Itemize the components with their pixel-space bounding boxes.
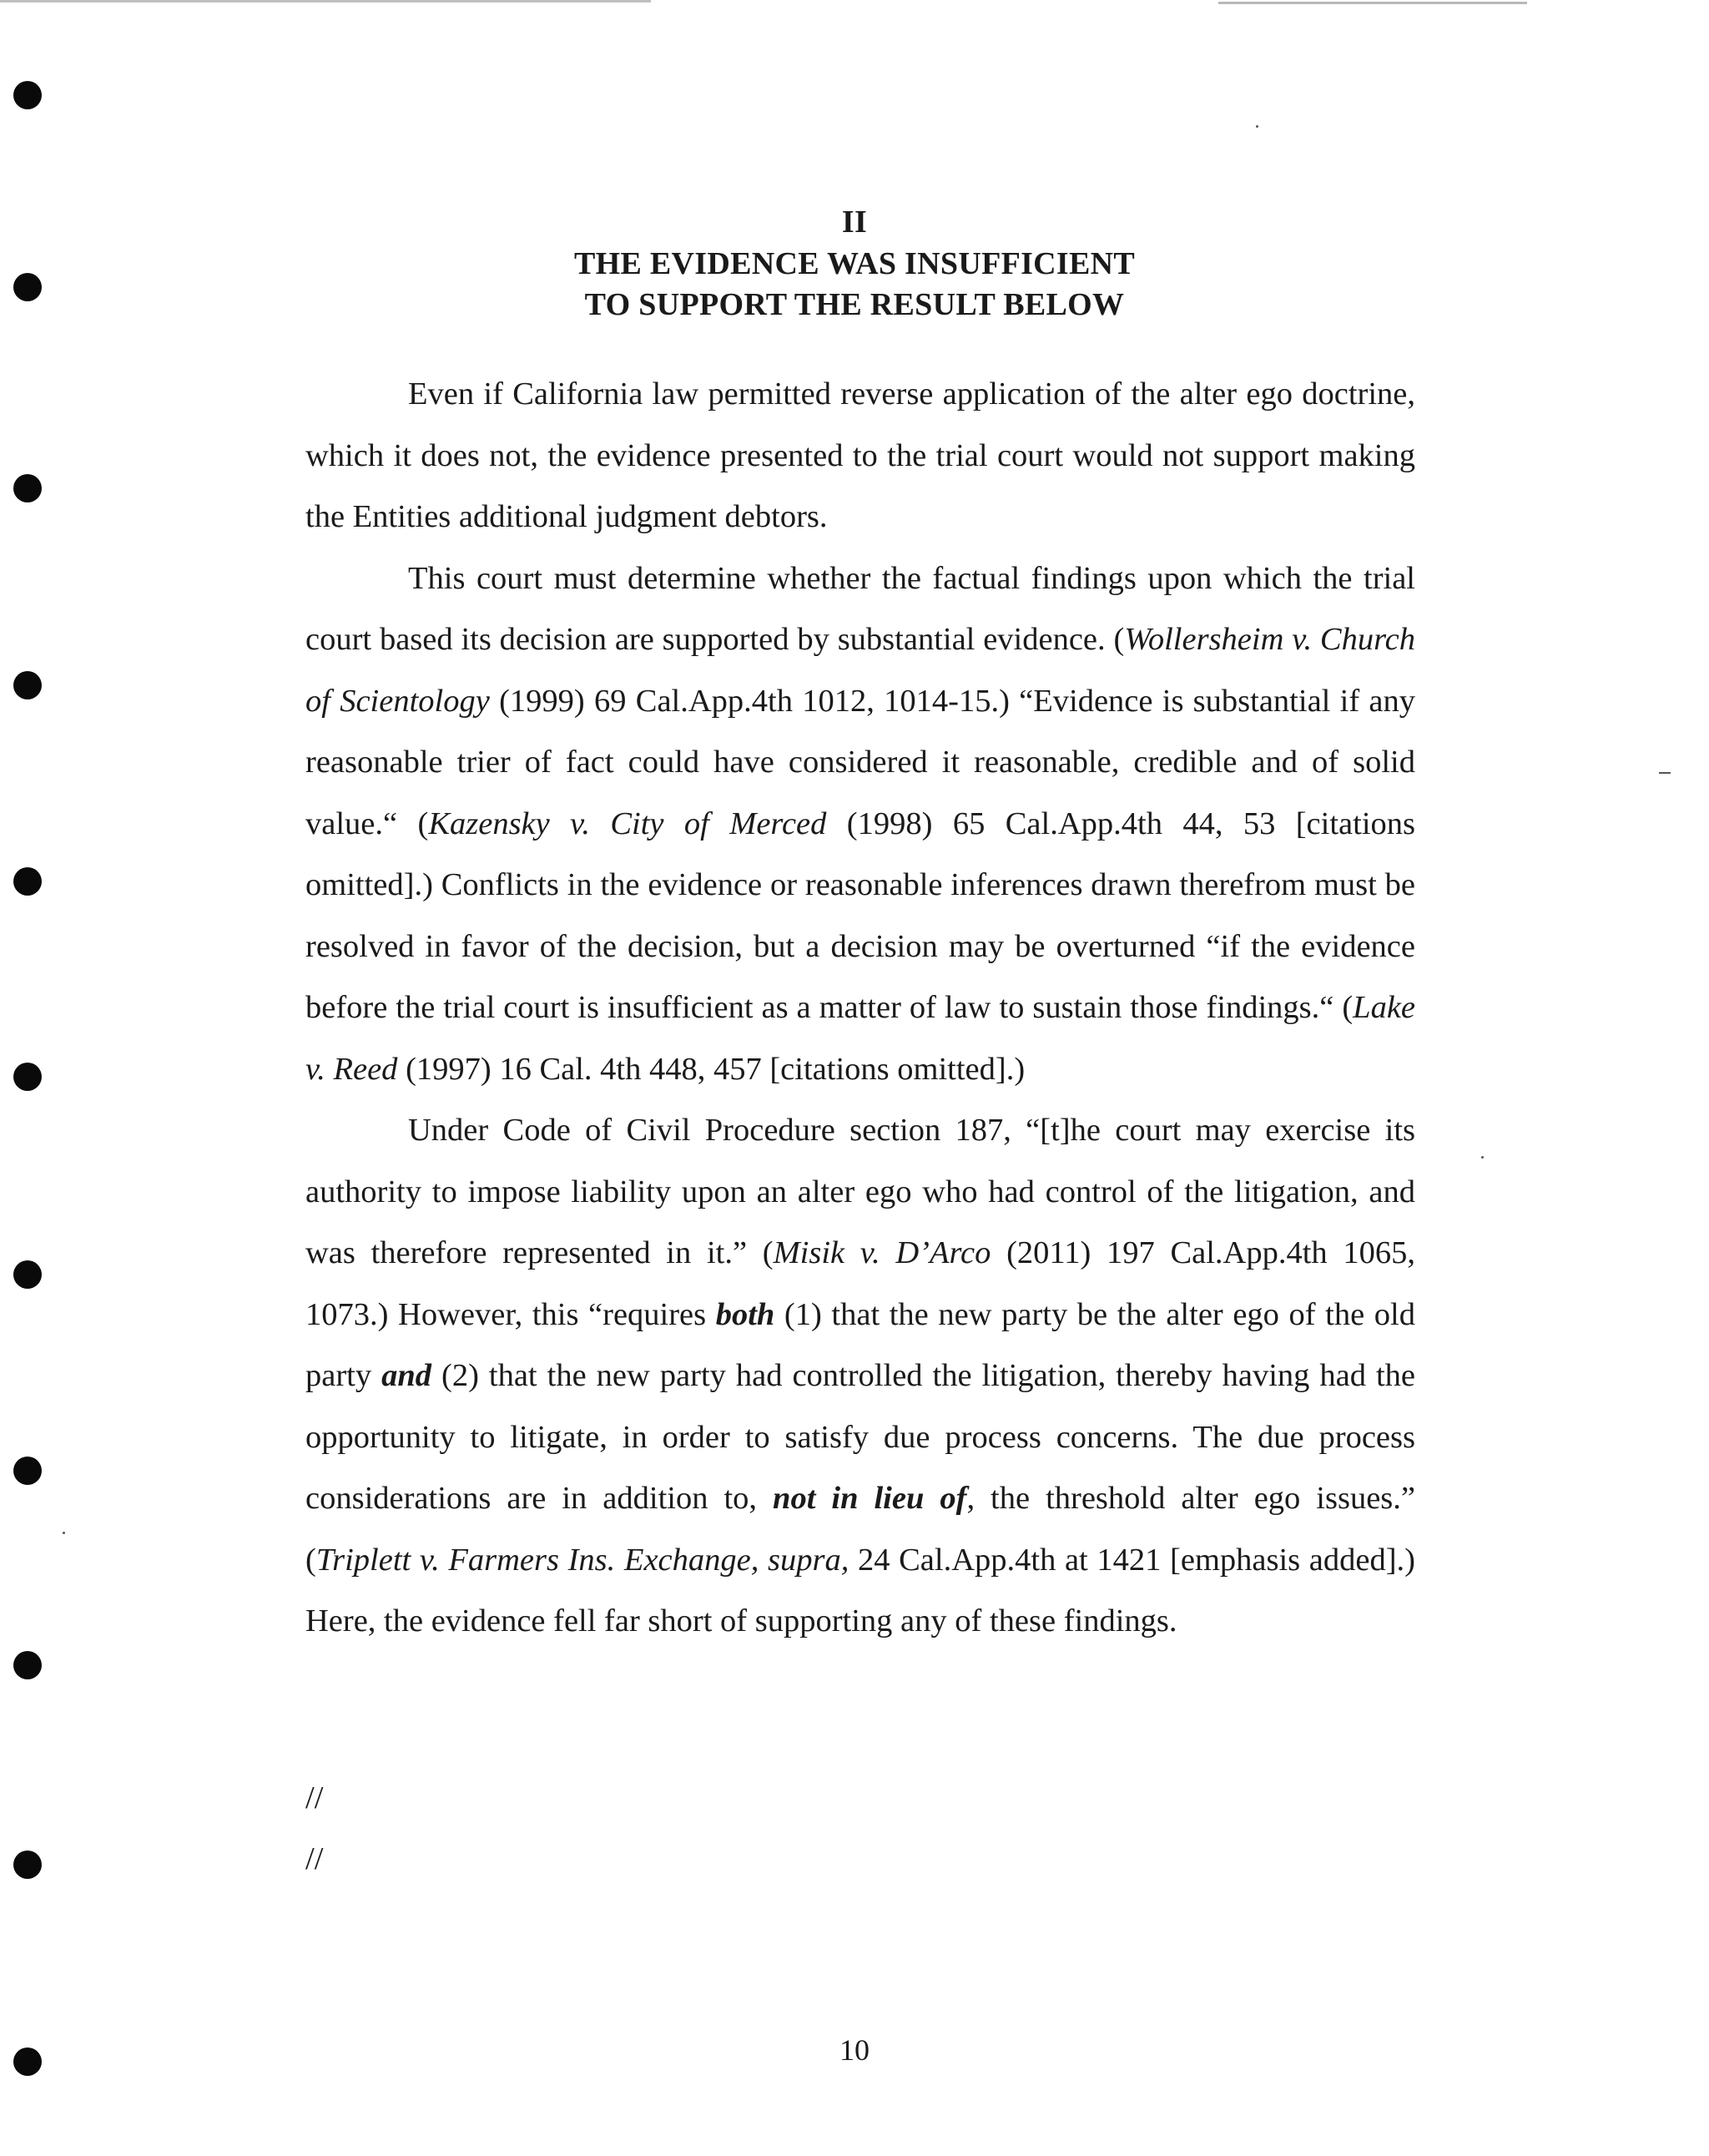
punch-hole — [13, 1457, 42, 1485]
section-title-line-2: TO SUPPORT THE RESULT BELOW — [584, 287, 1125, 322]
brief-body — [305, 364, 1415, 1653]
punch-hole — [13, 474, 42, 502]
section-title-line-1: THE EVIDENCE WAS INSUFFICIENT — [573, 246, 1136, 281]
paragraph-text: (2) that the new party had controlled the litigation, thereby having had the opportunity to litigate, in order to satisfy due process concerns. The due process considerations are in addition to, — [305, 1358, 1416, 1516]
emphasis: and — [381, 1358, 432, 1393]
scan-speck — [63, 1532, 65, 1534]
continuation-slashes: // — [305, 1780, 324, 1815]
punch-hole — [13, 1260, 42, 1289]
punch-hole — [13, 867, 42, 896]
page-number: 10 — [839, 2033, 870, 2067]
paragraph — [305, 548, 1415, 1101]
punch-hole — [13, 1651, 42, 1679]
paragraph — [305, 1100, 1415, 1653]
punch-hole — [13, 81, 42, 109]
paragraph-text: 24 Cal.App.4th at 1421 [emphasis added].) Here, the evidence fell far short of supporting any of these findings. — [305, 1542, 1415, 1638]
case-citation: Triplett v. Farmers Ins. Exchange, supra, — [315, 1542, 849, 1578]
paragraph-text: (1) that the new party be the alter ego of the old party — [305, 1296, 1415, 1393]
paragraph-text: This court must determine whether the factual findings upon which the trial court based its decision are supported by substantial evidence. ( — [305, 560, 1415, 657]
continuation-slashes: // — [305, 1841, 324, 1876]
paragraph-text: Under Code of Civil Procedure section 187, “[t]he court may exercise its authority to impose liability upon an alter ego who had control of the litigation, and was therefore represented in it.” ( — [305, 1113, 1415, 1270]
paragraph-text: (1998) 65 Cal.App.4th 44, 53 [citations omitted].) Conflicts in the evidence or reasonable inferences drawn therefrom must be resolved in favor of the decision, but a decision may be overturned “if the evidence before the trial court is insufficient as a matter of law to sustain those findings.“ ( — [305, 805, 1416, 1025]
paragraph-text: Even if California law permitted reverse application of the alter ego doctrine, which it does not, the evidence presented to the trial court would not support making the Entities additional judgment debtors. — [305, 376, 1415, 534]
paragraph-text: (1997) 16 Cal. 4th 448, 457 [citations omitted].) — [397, 1051, 1026, 1087]
paragraph — [305, 364, 1415, 548]
emphasis: not in lieu of — [773, 1481, 967, 1516]
scan-artifact-top-left — [0, 0, 651, 3]
punch-hole — [13, 1063, 42, 1091]
paragraph-text: (1999) 69 Cal.App.4th 1012, 1014-15.) “Evidence is substantial if any reasonable trier of fact could have considered it reasonable, credible and of solid value.“ ( — [305, 683, 1415, 841]
section-number: II — [841, 204, 868, 240]
case-citation: Lake v. Reed — [305, 990, 1415, 1087]
scan-artifact-top-right — [1218, 2, 1527, 4]
scan-speck — [1481, 1156, 1484, 1159]
punch-hole — [13, 671, 42, 699]
case-citation: Misik v. D’Arco — [773, 1235, 991, 1270]
case-citation: Wollersheim v. Church of Scientology — [305, 622, 1416, 719]
scan-speck — [1256, 125, 1258, 128]
paragraph-text: , the threshold alter ego issues.” ( — [305, 1481, 1415, 1578]
case-citation: Kazensky v. City of Merced — [428, 805, 827, 841]
punch-hole — [13, 1851, 42, 1879]
scan-speck — [1659, 772, 1671, 774]
emphasis: both — [715, 1296, 775, 1332]
paragraph-text: (2011) 197 Cal.App.4th 1065, 1073.) However, this “requires — [305, 1235, 1415, 1332]
